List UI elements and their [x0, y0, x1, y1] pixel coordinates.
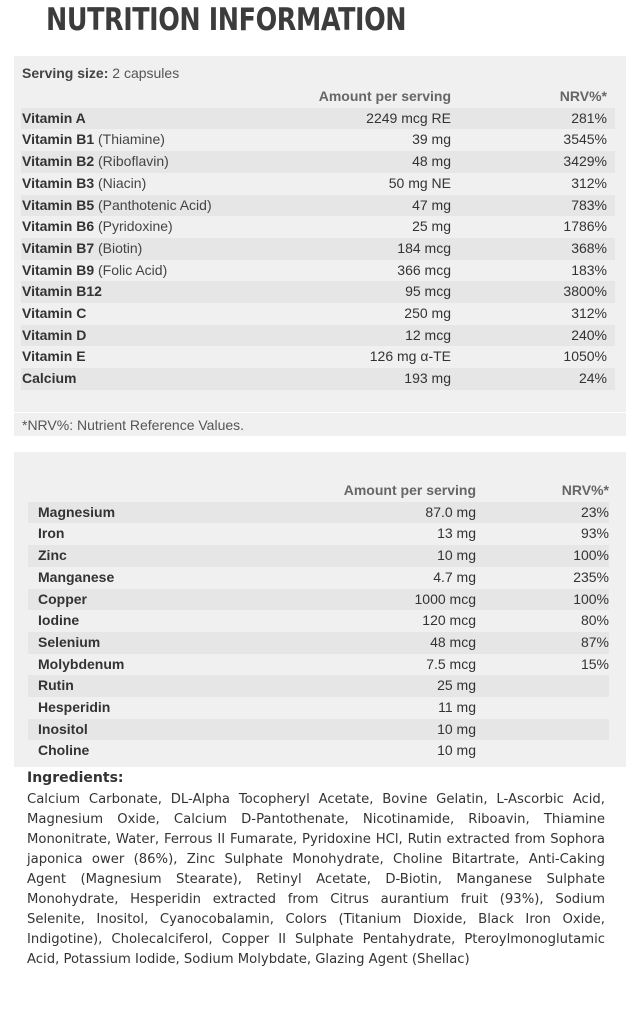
table-row: [21, 173, 615, 195]
nrv-cell: 235%: [476, 567, 609, 589]
nutrient-alias: (Biotin): [98, 239, 143, 256]
amount-column-header: Amount per serving: [343, 482, 476, 498]
nutrient-name-cell: [21, 346, 257, 368]
table-row: [28, 523, 609, 545]
amount-cell: 10 mg: [285, 719, 476, 741]
nutrient-alias: (Niacin): [98, 174, 147, 191]
table-row: [21, 260, 615, 282]
amount-cell: 25 mg: [285, 675, 476, 697]
table-row: [28, 545, 609, 567]
nutrient-name: Vitamin C: [22, 305, 87, 322]
nrv-cell: 312%: [451, 303, 615, 325]
nrv-cell: 240%: [451, 325, 615, 347]
nrv-cell: 87%: [476, 632, 609, 654]
nutrient-name-cell: [21, 260, 257, 282]
nutrient-name-cell: Copper: [28, 589, 285, 611]
nutrient-name-cell: Molybdenum: [28, 654, 285, 676]
amount-cell: 10 mg: [285, 545, 476, 567]
amount-cell: 7.5 mcg: [285, 654, 476, 676]
nutrient-alias: (Thiamine): [98, 131, 165, 148]
amount-cell: 2249 mcg RE: [257, 108, 451, 130]
vitamins-table: [21, 86, 615, 390]
nutrient-name: Vitamin B2: [22, 153, 95, 170]
name-column-header: [21, 86, 257, 108]
nrv-column-header: NRV%*: [561, 482, 609, 498]
nutrient-name-cell: [21, 173, 257, 195]
ingredients-text: Calcium Carbonate, DL-Alpha Tocopheryl Acetate, Bovine Gelatin, L-Ascorbic Acid, Magnesium Oxide, Calcium D-Pantothenate, Nicotinamide, Riboavin, Thiamine Mononitrate, Water, Ferrous II Fumarate, Pyridoxine HCl, Rutin extracted from Sophora japonica ower (86%), Zinc Sulphate Monohydrate, Choline Bitartrate, Anti-Caking Agent (Magnesium Stearate), Retinyl Acetate, D-Biotin, Manganese Sulphate Monohydrate, Hesperidin extracted from Citrus aurantium fruit (93%), Sodium Selenite, Inositol, Cyanocobalamin, Colors (Titanium Dioxide, Black Iron Oxide, Indigotine), Cholecalciferol, Copper II Sulphate Pentahydrate, Pteroylmonoglutamic Acid, Potassium Iodide, Sodium Molybdate, Glazing Agent (Shellac): [27, 792, 605, 967]
nutrient-name-cell: [21, 129, 257, 151]
nrv-footnote: *NRV%: Nutrient Reference Values.: [14, 412, 626, 436]
nutrient-name-cell: Iodine: [28, 610, 285, 632]
nutrient-name-cell: [21, 216, 257, 238]
table-row: [28, 697, 609, 719]
table-row: [21, 368, 615, 390]
amount-cell: 95 mcg: [257, 281, 451, 303]
nutrient-name-cell: Rutin: [28, 675, 285, 697]
nutrient-name-cell: [21, 303, 257, 325]
nrv-cell: 24%: [451, 368, 615, 390]
table-row: [28, 567, 609, 589]
ingredients-label: Ingredients:: [27, 770, 124, 786]
nrv-cell: 80%: [476, 610, 609, 632]
minerals-panel: [14, 452, 626, 767]
table-row: [21, 238, 615, 260]
table-row: [21, 303, 615, 325]
nrv-cell: 23%: [476, 502, 609, 524]
amount-cell: 48 mcg: [285, 632, 476, 654]
table-row: [21, 216, 615, 238]
nutrient-name: Vitamin B7: [22, 239, 95, 256]
nutrient-name-cell: Inositol: [28, 719, 285, 741]
nutrient-name-cell: [21, 151, 257, 173]
amount-cell: 120 mcg: [285, 610, 476, 632]
table-row: [21, 346, 615, 368]
table-row: [28, 740, 609, 762]
table-row: [28, 632, 609, 654]
nutrient-name-cell: Manganese: [28, 567, 285, 589]
nutrient-alias: (Folic Acid): [98, 261, 168, 278]
nutrient-name: Calcium: [22, 370, 77, 387]
nutrient-name: Vitamin B12: [22, 283, 102, 300]
nutrient-alias: (Pyridoxine): [98, 218, 173, 235]
nutrient-name-cell: Selenium: [28, 632, 285, 654]
nutrient-name-cell: Choline: [28, 740, 285, 762]
nutrient-name-cell: [21, 281, 257, 303]
nrv-cell: 100%: [476, 545, 609, 567]
nutrient-name: Vitamin B9: [22, 261, 95, 278]
nutrient-name-cell: [21, 108, 257, 130]
nutrient-name: Vitamin B3: [22, 174, 95, 191]
serving-size-label: Serving size:: [22, 65, 109, 81]
nutrient-name-cell: Magnesium: [28, 502, 285, 524]
amount-cell: 39 mg: [257, 129, 451, 151]
nutrient-name: Vitamin D: [22, 326, 87, 343]
table-row: [21, 129, 615, 151]
amount-cell: 87.0 mg: [285, 502, 476, 524]
vitamins-panel: [14, 56, 626, 436]
nutrient-alias: (Riboflavin): [98, 153, 169, 170]
minerals-table-header: [28, 480, 609, 502]
nrv-cell: 3800%: [451, 281, 615, 303]
page-title: NUTRITION INFORMATION: [46, 2, 407, 38]
nrv-cell: 100%: [476, 589, 609, 611]
nrv-cell: 783%: [451, 195, 615, 217]
nutrient-name: Vitamin B1: [22, 131, 95, 148]
nutrient-name-cell: [21, 325, 257, 347]
table-row: [21, 151, 615, 173]
nrv-cell: [476, 719, 609, 741]
nrv-column-header: NRV%*: [559, 88, 607, 104]
table-row: [28, 610, 609, 632]
nrv-cell: 281%: [451, 108, 615, 130]
amount-cell: 13 mg: [285, 523, 476, 545]
nutrient-name: Vitamin A: [22, 109, 86, 126]
nrv-cell: 1786%: [451, 216, 615, 238]
table-row: [28, 502, 609, 524]
amount-cell: 11 mg: [285, 697, 476, 719]
nutrient-name-cell: [21, 238, 257, 260]
serving-size-value: 2 capsules: [112, 65, 180, 81]
nrv-cell: 1050%: [451, 346, 615, 368]
nrv-cell: 3429%: [451, 151, 615, 173]
nutrient-name: Vitamin E: [22, 348, 86, 365]
nrv-cell: [476, 740, 609, 762]
serving-size: [22, 65, 179, 81]
nutrient-name-cell: Zinc: [28, 545, 285, 567]
minerals-table: [28, 480, 609, 762]
nrv-cell: 368%: [451, 238, 615, 260]
table-row: [21, 325, 615, 347]
nutrient-name-cell: Iron: [28, 523, 285, 545]
nrv-cell: 93%: [476, 523, 609, 545]
amount-cell: 12 mcg: [257, 325, 451, 347]
amount-cell: 250 mg: [257, 303, 451, 325]
amount-cell: 25 mg: [257, 216, 451, 238]
amount-column-header: Amount per serving: [318, 88, 451, 104]
amount-cell: 366 mcg: [257, 260, 451, 282]
amount-cell: 193 mg: [257, 368, 451, 390]
table-row: [28, 675, 609, 697]
nrv-cell: [476, 675, 609, 697]
amount-cell: 1000 mcg: [285, 589, 476, 611]
table-row: [28, 719, 609, 741]
nutrient-name-cell: [21, 368, 257, 390]
table-row: [21, 281, 615, 303]
nutrient-name-cell: Hesperidin: [28, 697, 285, 719]
nutrient-alias: (Panthotenic Acid): [98, 196, 212, 213]
amount-cell: 4.7 mg: [285, 567, 476, 589]
amount-cell: 10 mg: [285, 740, 476, 762]
amount-cell: 50 mg NE: [257, 173, 451, 195]
nutrient-name: Vitamin B6: [22, 218, 95, 235]
amount-cell: 47 mg: [257, 195, 451, 217]
nrv-cell: 312%: [451, 173, 615, 195]
table-row: [28, 589, 609, 611]
nrv-cell: [476, 697, 609, 719]
nutrient-name-cell: [21, 195, 257, 217]
table-row: [21, 108, 615, 130]
amount-cell: 184 mcg: [257, 238, 451, 260]
nrv-cell: 3545%: [451, 129, 615, 151]
nrv-cell: 183%: [451, 260, 615, 282]
name-column-header: [28, 480, 285, 502]
vitamins-table-header: [21, 86, 615, 108]
table-row: [21, 195, 615, 217]
amount-cell: 48 mg: [257, 151, 451, 173]
nutrient-name: Vitamin B5: [22, 196, 95, 213]
nrv-cell: 15%: [476, 654, 609, 676]
table-row: [28, 654, 609, 676]
amount-cell: 126 mg α-TE: [257, 346, 451, 368]
